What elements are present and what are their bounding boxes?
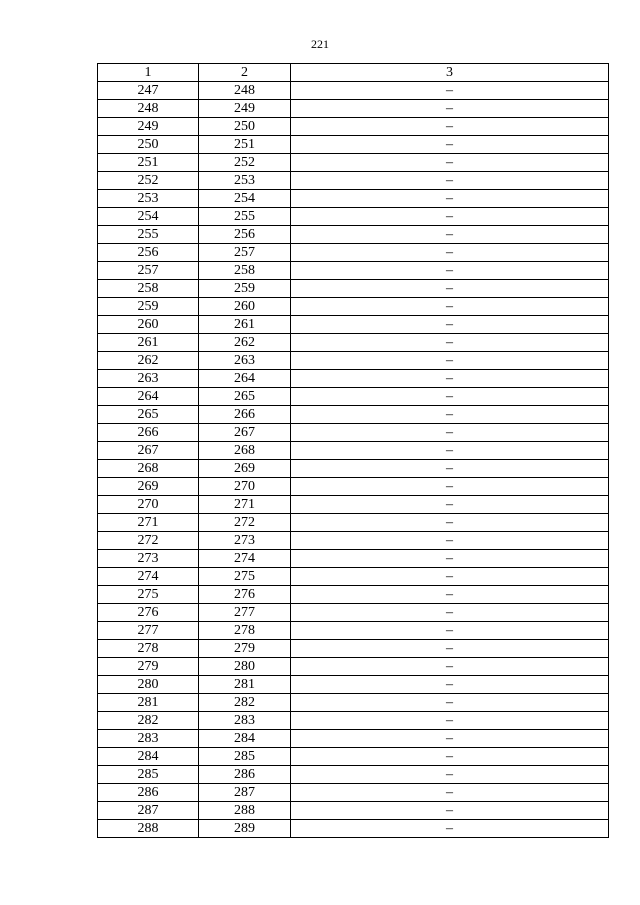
table-cell-col-1: 285 [98,766,199,784]
table-cell-col-2: 269 [199,460,291,478]
table-cell-col-1: 256 [98,244,199,262]
table-cell-col-3: – [291,136,609,154]
table-cell-col-2: 261 [199,316,291,334]
table-cell-col-1: 264 [98,388,199,406]
table-cell-col-3: – [291,406,609,424]
table-cell-col-3: – [291,316,609,334]
table-cell-col-2: 285 [199,748,291,766]
table-cell-col-1: 254 [98,208,199,226]
table-cell-col-3: – [291,334,609,352]
table-row [98,694,609,712]
table-row [98,658,609,676]
table-cell-col-3: – [291,730,609,748]
table-cell-col-2: 268 [199,442,291,460]
table-cell-col-1: 278 [98,640,199,658]
table-cell-col-2: 276 [199,586,291,604]
table-cell-col-3: – [291,694,609,712]
table-row [98,334,609,352]
table-cell-col-2: 256 [199,226,291,244]
table-cell-col-2: 284 [199,730,291,748]
table-cell-col-2: 260 [199,298,291,316]
table-row [98,784,609,802]
table-row [98,280,609,298]
table-row [98,154,609,172]
table-row [98,298,609,316]
table-row [98,352,609,370]
table-row [98,388,609,406]
table-cell-col-3: – [291,748,609,766]
table-cell-col-1: 280 [98,676,199,694]
table-cell-col-1: 269 [98,478,199,496]
table-cell-col-1: 251 [98,154,199,172]
table-cell-col-3: – [291,802,609,820]
table-cell-col-1: 266 [98,424,199,442]
table-cell-col-1: 257 [98,262,199,280]
table-cell-col-1: 270 [98,496,199,514]
table-cell-col-1: 268 [98,460,199,478]
table-cell-col-3: – [291,100,609,118]
table-row [98,406,609,424]
table-cell-col-2: 264 [199,370,291,388]
table-row [98,532,609,550]
data-table [97,63,609,838]
table-cell-col-2: 270 [199,478,291,496]
table-cell-col-3: – [291,658,609,676]
table-cell-col-1: 247 [98,82,199,100]
table-row [98,676,609,694]
table-cell-col-1: 286 [98,784,199,802]
table-row [98,730,609,748]
table-row [98,442,609,460]
table-cell-col-3: – [291,352,609,370]
table-cell-col-1: 276 [98,604,199,622]
table-row [98,514,609,532]
table-cell-col-3: – [291,244,609,262]
table-cell-col-1: 262 [98,352,199,370]
table-cell-col-3: – [291,118,609,136]
table-row [98,568,609,586]
table-cell-col-3: – [291,532,609,550]
table-cell-col-2: 265 [199,388,291,406]
table-cell-col-3: – [291,154,609,172]
table-cell-col-1: 259 [98,298,199,316]
table-cell-col-2: 252 [199,154,291,172]
table-cell-col-3: – [291,550,609,568]
table-cell-col-2: 263 [199,352,291,370]
table-cell-col-3: – [291,262,609,280]
table-cell-col-1: 277 [98,622,199,640]
table-cell-col-2: 286 [199,766,291,784]
table-cell-col-1: 283 [98,730,199,748]
table-row [98,424,609,442]
table-row [98,712,609,730]
table-cell-col-3: – [291,568,609,586]
table-cell-col-1: 250 [98,136,199,154]
table-cell-col-1: 288 [98,820,199,838]
table-cell-col-3: – [291,442,609,460]
table-cell-col-2: 255 [199,208,291,226]
table-cell-col-1: 279 [98,658,199,676]
table-cell-col-2: 279 [199,640,291,658]
table-row [98,478,609,496]
table-row [98,208,609,226]
table-cell-col-3: – [291,622,609,640]
table-cell-col-3: – [291,226,609,244]
table-row [98,262,609,280]
table-cell-col-3: – [291,514,609,532]
table-cell-col-3: – [291,586,609,604]
table-cell-col-1: 287 [98,802,199,820]
table-row [98,244,609,262]
table-cell-col-2: 283 [199,712,291,730]
table-cell-col-2: 262 [199,334,291,352]
table-cell-col-1: 260 [98,316,199,334]
table-row [98,766,609,784]
table-row [98,172,609,190]
table-row [98,748,609,766]
table-row [98,622,609,640]
table-cell-col-3: – [291,478,609,496]
table-cell-col-3: – [291,820,609,838]
table-cell-col-2: 253 [199,172,291,190]
table-cell-col-2: 273 [199,532,291,550]
table-cell-col-2: 289 [199,820,291,838]
table-body [98,82,609,838]
table-cell-col-3: – [291,298,609,316]
table-cell-col-3: – [291,676,609,694]
table-cell-col-3: – [291,190,609,208]
table-cell-col-3: – [291,208,609,226]
header-row [98,64,609,82]
table-row [98,496,609,514]
table-row [98,226,609,244]
table-cell-col-3: – [291,172,609,190]
table-cell-col-2: 271 [199,496,291,514]
table-cell-col-3: – [291,82,609,100]
table-cell-col-1: 253 [98,190,199,208]
table-cell-col-2: 280 [199,658,291,676]
table-cell-col-1: 263 [98,370,199,388]
table-cell-col-2: 272 [199,514,291,532]
table-cell-col-3: – [291,388,609,406]
table-cell-col-2: 277 [199,604,291,622]
table-cell-col-2: 281 [199,676,291,694]
column-header-3: 3 [291,64,609,82]
table-row [98,118,609,136]
table-cell-col-3: – [291,784,609,802]
table-cell-col-1: 249 [98,118,199,136]
table-cell-col-2: 282 [199,694,291,712]
table-cell-col-3: – [291,604,609,622]
table-row [98,82,609,100]
table-cell-col-3: – [291,766,609,784]
table-cell-col-3: – [291,460,609,478]
table-cell-col-3: – [291,712,609,730]
table-header [98,64,609,82]
table-cell-col-3: – [291,424,609,442]
table-cell-col-2: 257 [199,244,291,262]
table-row [98,460,609,478]
table-cell-col-1: 273 [98,550,199,568]
table-cell-col-1: 261 [98,334,199,352]
table-row [98,640,609,658]
table-cell-col-2: 249 [199,100,291,118]
table-row [98,316,609,334]
table-row [98,820,609,838]
table-cell-col-2: 259 [199,280,291,298]
table-cell-col-2: 288 [199,802,291,820]
table-cell-col-1: 284 [98,748,199,766]
table-cell-col-2: 254 [199,190,291,208]
table-cell-col-1: 267 [98,442,199,460]
table-cell-col-2: 287 [199,784,291,802]
table-cell-col-2: 248 [199,82,291,100]
table-row [98,100,609,118]
table-row [98,604,609,622]
table-cell-col-1: 281 [98,694,199,712]
table-cell-col-1: 272 [98,532,199,550]
table-cell-col-3: – [291,640,609,658]
table-cell-col-1: 282 [98,712,199,730]
table-cell-col-1: 274 [98,568,199,586]
page-number: 221 [311,37,329,51]
column-header-2: 2 [199,64,291,82]
table-cell-col-2: 266 [199,406,291,424]
table-cell-col-2: 274 [199,550,291,568]
table-cell-col-2: 258 [199,262,291,280]
table-row [98,136,609,154]
table-row [98,370,609,388]
table-cell-col-3: – [291,496,609,514]
table-cell-col-2: 275 [199,568,291,586]
table-cell-col-1: 265 [98,406,199,424]
table-cell-col-1: 271 [98,514,199,532]
table-cell-col-2: 267 [199,424,291,442]
table-cell-col-2: 250 [199,118,291,136]
table-row [98,550,609,568]
table-row [98,802,609,820]
table-cell-col-3: – [291,280,609,298]
table-row [98,586,609,604]
table-cell-col-2: 278 [199,622,291,640]
table-cell-col-1: 255 [98,226,199,244]
table-cell-col-1: 275 [98,586,199,604]
table-cell-col-2: 251 [199,136,291,154]
table-row [98,190,609,208]
table-cell-col-3: – [291,370,609,388]
table-cell-col-1: 252 [98,172,199,190]
table-cell-col-1: 258 [98,280,199,298]
column-header-1: 1 [98,64,199,82]
table-cell-col-1: 248 [98,100,199,118]
